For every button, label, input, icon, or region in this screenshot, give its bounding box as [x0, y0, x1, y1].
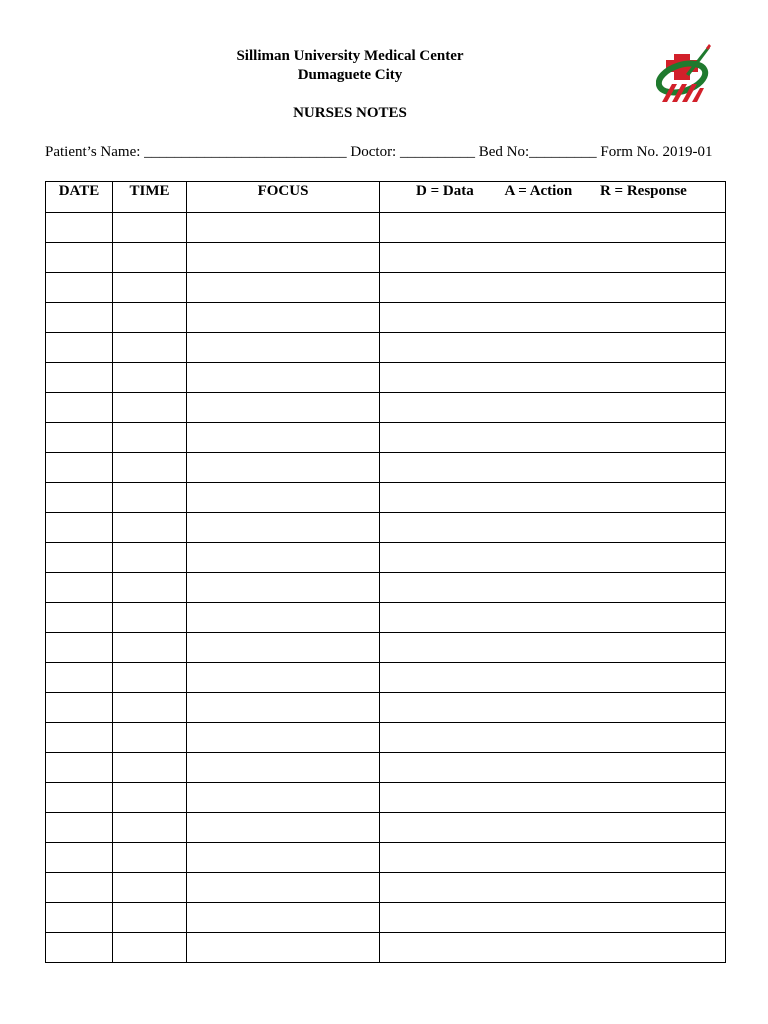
bed-label: Bed No: — [478, 144, 530, 160]
dar-cell[interactable] — [380, 513, 726, 543]
nurses-notes-table — [45, 181, 726, 963]
table-row — [46, 543, 726, 573]
date-cell[interactable] — [46, 333, 113, 363]
time-cell[interactable] — [113, 513, 187, 543]
time-cell[interactable] — [113, 573, 187, 603]
focus-cell[interactable] — [187, 543, 380, 573]
date-cell[interactable] — [46, 663, 113, 693]
time-cell[interactable] — [113, 243, 187, 273]
date-cell[interactable] — [46, 453, 113, 483]
dar-cell[interactable] — [380, 723, 726, 753]
focus-cell[interactable] — [187, 603, 380, 633]
date-cell[interactable] — [46, 483, 113, 513]
date-cell[interactable] — [46, 273, 113, 303]
focus-cell[interactable] — [187, 363, 380, 393]
patient-name-field[interactable]: ___________________________ — [144, 144, 347, 160]
institution-name: Silliman University Medical Center — [236, 48, 464, 64]
table-row — [46, 393, 726, 423]
table-row — [46, 573, 726, 603]
table-row — [46, 213, 726, 243]
institution-city: Dumaguete City — [297, 67, 403, 83]
dar-cell[interactable] — [380, 783, 726, 813]
time-cell[interactable] — [113, 903, 187, 933]
table-row — [46, 753, 726, 783]
table-row — [46, 693, 726, 723]
time-cell[interactable] — [113, 483, 187, 513]
time-cell[interactable] — [113, 273, 187, 303]
dar-cell[interactable] — [380, 543, 726, 573]
dar-column-header — [380, 182, 726, 213]
focus-cell[interactable] — [187, 573, 380, 603]
date-cell[interactable] — [46, 903, 113, 933]
focus-cell[interactable] — [187, 723, 380, 753]
table-row — [46, 843, 726, 873]
dar-cell[interactable] — [380, 693, 726, 723]
focus-cell[interactable] — [187, 243, 380, 273]
time-cell[interactable] — [113, 933, 187, 963]
patient-name-label: Patient’s Name: — [45, 144, 141, 160]
dar-cell[interactable] — [380, 843, 726, 873]
table-row — [46, 663, 726, 693]
table-row — [46, 723, 726, 753]
time-cell[interactable] — [113, 333, 187, 363]
date-column-header: DATE — [46, 182, 113, 213]
time-cell[interactable] — [113, 783, 187, 813]
table-row — [46, 303, 726, 333]
focus-cell[interactable] — [187, 663, 380, 693]
date-cell[interactable] — [46, 783, 113, 813]
table-row — [46, 273, 726, 303]
focus-cell[interactable] — [187, 423, 380, 453]
dar-cell[interactable] — [380, 483, 726, 513]
table-row — [46, 453, 726, 483]
table-row — [46, 603, 726, 633]
table-row — [46, 783, 726, 813]
table-row — [46, 483, 726, 513]
date-cell[interactable] — [46, 843, 113, 873]
dar-cell[interactable] — [380, 663, 726, 693]
focus-cell[interactable] — [187, 633, 380, 663]
dar-cell[interactable] — [380, 573, 726, 603]
date-cell[interactable] — [46, 723, 113, 753]
response-legend: R = Response — [599, 183, 687, 199]
time-cell[interactable] — [113, 543, 187, 573]
time-cell[interactable] — [113, 363, 187, 393]
dar-cell[interactable] — [380, 303, 726, 333]
focus-cell[interactable] — [187, 483, 380, 513]
doctor-field[interactable]: __________ — [399, 144, 475, 160]
table-header-row — [46, 182, 726, 213]
hospital-logo — [656, 44, 712, 106]
focus-cell[interactable] — [187, 513, 380, 543]
date-cell[interactable] — [46, 213, 113, 243]
time-cell[interactable] — [113, 393, 187, 423]
dar-cell[interactable] — [380, 633, 726, 663]
dar-cell[interactable] — [380, 333, 726, 363]
dar-cell[interactable] — [380, 243, 726, 273]
date-cell[interactable] — [46, 633, 113, 663]
time-cell[interactable] — [113, 873, 187, 903]
time-cell[interactable] — [113, 633, 187, 663]
dar-cell[interactable] — [380, 453, 726, 483]
focus-cell[interactable] — [187, 873, 380, 903]
time-column-header: TIME — [113, 182, 187, 213]
table-row — [46, 333, 726, 363]
focus-cell[interactable] — [187, 333, 380, 363]
focus-cell[interactable] — [187, 453, 380, 483]
date-cell[interactable] — [46, 243, 113, 273]
date-cell[interactable] — [46, 423, 113, 453]
time-cell[interactable] — [113, 753, 187, 783]
date-cell[interactable] — [46, 363, 113, 393]
time-cell[interactable] — [113, 423, 187, 453]
table-row — [46, 903, 726, 933]
date-cell[interactable] — [46, 873, 113, 903]
focus-cell[interactable] — [187, 273, 380, 303]
dar-cell[interactable] — [380, 603, 726, 633]
table-row — [46, 813, 726, 843]
time-cell[interactable] — [113, 213, 187, 243]
table-row — [46, 243, 726, 273]
focus-cell[interactable] — [187, 933, 380, 963]
time-cell[interactable] — [113, 303, 187, 333]
dar-cell[interactable] — [380, 273, 726, 303]
table-row — [46, 423, 726, 453]
focus-cell[interactable] — [187, 213, 380, 243]
data-legend: D = Data — [416, 183, 474, 199]
dar-cell[interactable] — [380, 363, 726, 393]
date-cell[interactable] — [46, 603, 113, 633]
focus-cell[interactable] — [187, 693, 380, 723]
time-cell[interactable] — [113, 813, 187, 843]
date-cell[interactable] — [46, 693, 113, 723]
date-cell[interactable] — [46, 303, 113, 333]
table-row — [46, 873, 726, 903]
notes-rows — [46, 213, 726, 963]
focus-cell[interactable] — [187, 843, 380, 873]
form-title: NURSES NOTES — [293, 105, 407, 121]
time-cell[interactable] — [113, 693, 187, 723]
date-cell[interactable] — [46, 813, 113, 843]
doctor-label: Doctor: — [350, 144, 397, 160]
table-row — [46, 513, 726, 543]
time-cell[interactable] — [113, 843, 187, 873]
dar-cell[interactable] — [380, 933, 726, 963]
dar-cell[interactable] — [380, 753, 726, 783]
dar-cell[interactable] — [380, 393, 726, 423]
dar-cell[interactable] — [380, 873, 726, 903]
action-legend: A = Action — [504, 183, 573, 199]
focus-cell[interactable] — [187, 303, 380, 333]
focus-cell[interactable] — [187, 393, 380, 423]
table-row — [46, 933, 726, 963]
dar-cell[interactable] — [380, 813, 726, 843]
focus-cell[interactable] — [187, 903, 380, 933]
time-cell[interactable] — [113, 723, 187, 753]
dar-cell[interactable] — [380, 213, 726, 243]
focus-cell[interactable] — [187, 813, 380, 843]
focus-column-header: FOCUS — [187, 182, 380, 213]
date-cell[interactable] — [46, 933, 113, 963]
date-cell[interactable] — [46, 513, 113, 543]
patient-info-line — [45, 143, 735, 161]
table-row — [46, 633, 726, 663]
bed-field[interactable]: _________ — [529, 144, 597, 160]
table-row — [46, 363, 726, 393]
date-cell[interactable] — [46, 573, 113, 603]
time-cell[interactable] — [113, 603, 187, 633]
date-cell[interactable] — [46, 753, 113, 783]
time-cell[interactable] — [113, 663, 187, 693]
date-cell[interactable] — [46, 393, 113, 423]
dar-cell[interactable] — [380, 423, 726, 453]
dar-cell[interactable] — [380, 903, 726, 933]
time-cell[interactable] — [113, 453, 187, 483]
form-number: Form No. 2019-01 — [600, 144, 713, 160]
date-cell[interactable] — [46, 543, 113, 573]
focus-cell[interactable] — [187, 753, 380, 783]
focus-cell[interactable] — [187, 783, 380, 813]
